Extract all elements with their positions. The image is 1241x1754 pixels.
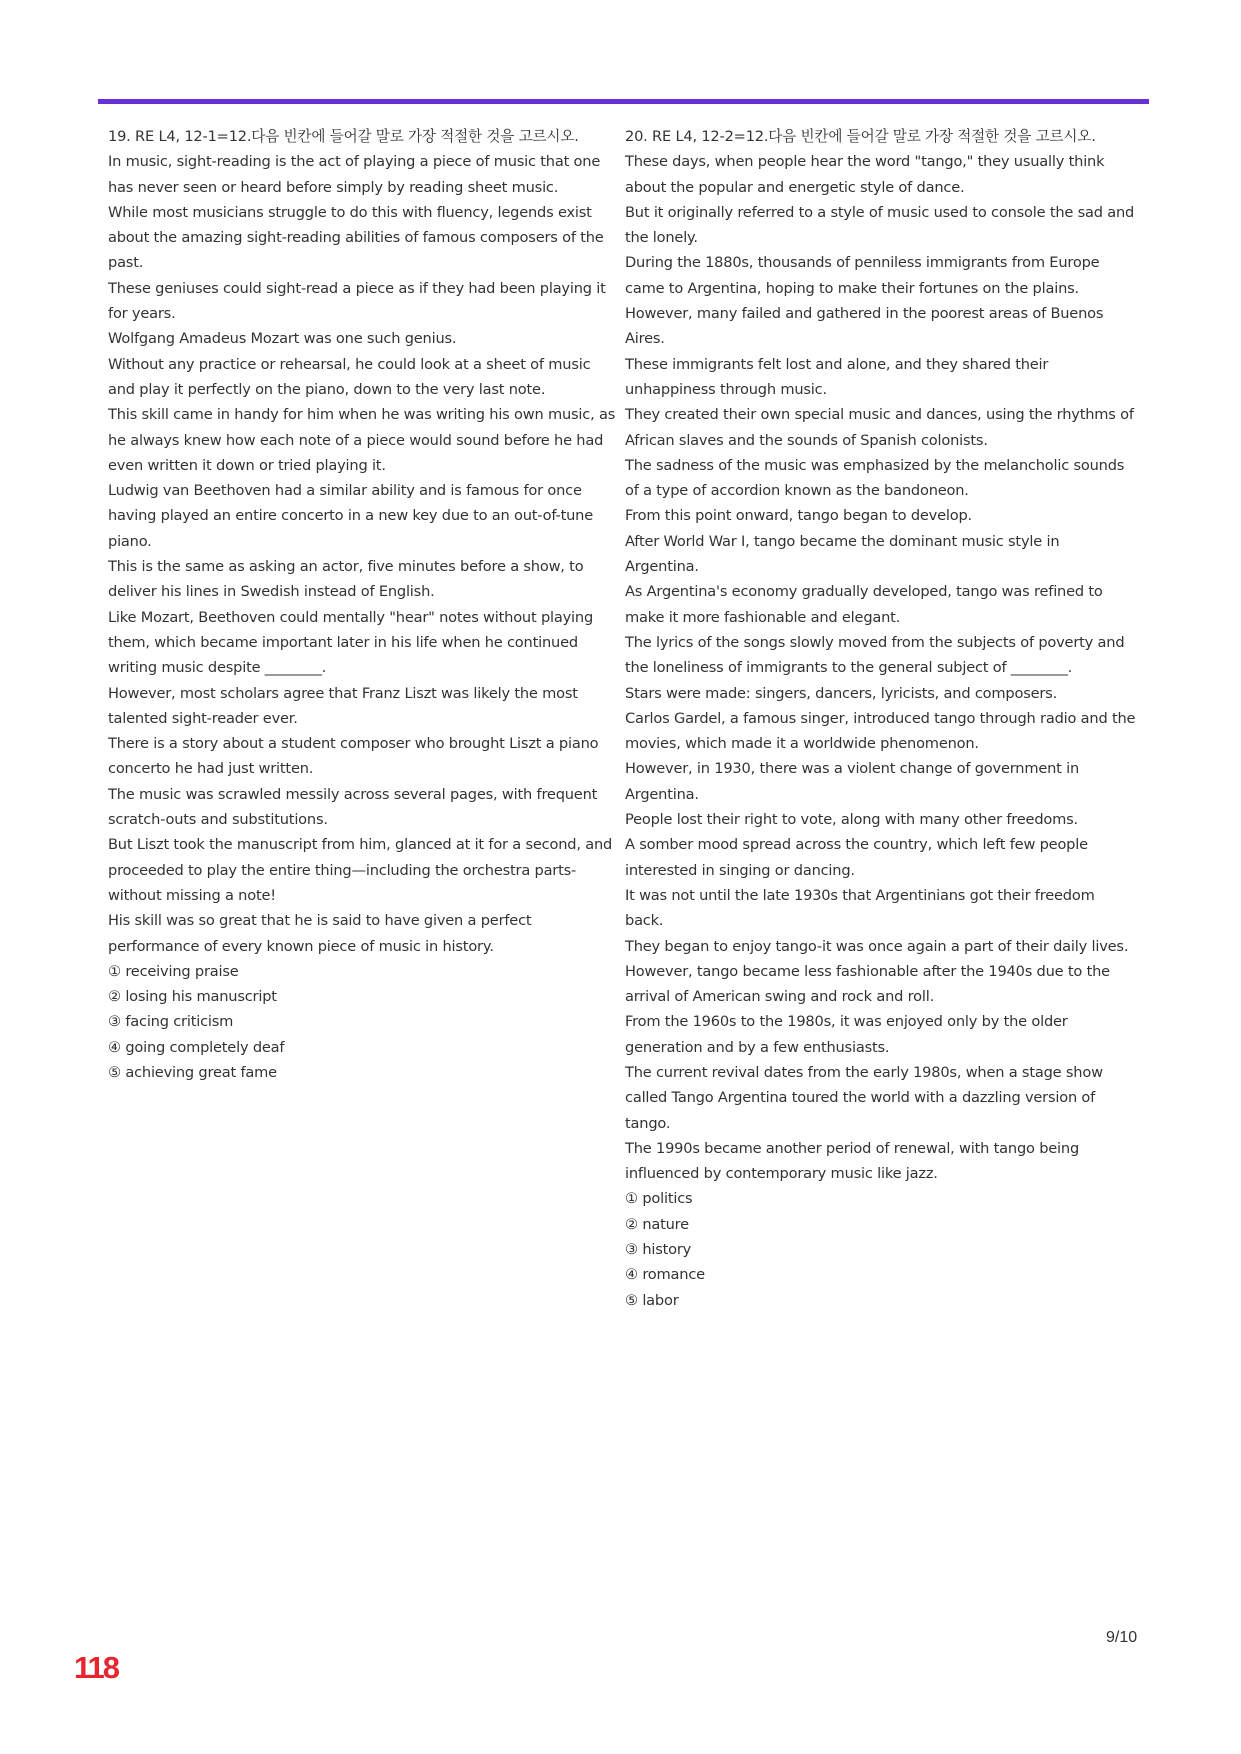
passage-line: Like Mozart, Beethoven could mentally "hear" notes without playing them, which became important later in his life when he continued writing music despite ________. <box>108 608 594 677</box>
question-header: 19. RE L4, 12-1=12.다음 빈칸에 들어갈 말로 가장 적절한 것을 고르시오. <box>108 128 579 145</box>
passage-line: But it originally referred to a style of music used to console the sad and the lonely. <box>625 203 1135 247</box>
passage-line: His skill was so great that he is said to have given a perfect performance of every known piece of music in history. <box>108 912 532 955</box>
choice-5: ⑤ labor <box>625 1291 679 1309</box>
passage-line: During the 1880s, thousands of penniless immigrants from Europe came to Argentina, hoping to make their fortunes on the plains. <box>625 254 1100 297</box>
passage-line: The sadness of the music was emphasized by the melancholic sounds of a type of accordion known as the bandoneon. <box>625 456 1125 500</box>
choice-2: ② nature <box>625 1215 689 1233</box>
passage-line: From the 1960s to the 1980s, it was enjoyed only by the older generation and by a few enthusiasts. <box>625 1013 1068 1056</box>
passage-line: From this point onward, tango began to develop. <box>625 507 972 525</box>
passage-line: However, most scholars agree that Franz Liszt was likely the most talented sight-reader ever. <box>108 684 578 727</box>
passage-line: After World War I, tango became the dominant music style in Argentina. <box>625 532 1060 576</box>
passage-line: Stars were made: singers, dancers, lyricists, and composers. <box>625 684 1058 702</box>
passage-line: However, tango became less fashionable after the 1940s due to the arrival of American swing and rock and roll. <box>625 962 1110 1006</box>
passage-line: In music, sight-reading is the act of playing a piece of music that one has never seen or heard before simply by reading sheet music. <box>108 153 601 196</box>
question-20 <box>625 124 1137 1313</box>
passage-line: The 1990s became another period of renewal, with tango being influenced by contemporary music like jazz. <box>625 1139 1080 1183</box>
passage-line: There is a story about a student composer who brought Liszt a piano concerto he had just written. <box>108 735 599 778</box>
passage-line: This is the same as asking an actor, five minutes before a show, to deliver his lines in Swedish instead of English. <box>108 558 584 601</box>
page-label: 118 <box>74 1650 119 1685</box>
passage-line: They created their own special music and dances, using the rhythms of African slaves and the sounds of Spanish colonists. <box>625 406 1134 449</box>
choice-1: ① receiving praise <box>108 962 239 980</box>
passage-line: It was not until the late 1930s that Argentinians got their freedom back. <box>625 886 1095 930</box>
choice-2: ② losing his manuscript <box>108 988 277 1006</box>
passage-line: The current revival dates from the early 1980s, when a stage show called Tango Argentina toured the world with a dazzling version of tango. <box>625 1063 1103 1132</box>
passage-line: The music was scrawled messily across several pages, with frequent scratch-outs and substitutions. <box>108 785 598 829</box>
choice-5: ⑤ achieving great fame <box>108 1063 277 1081</box>
passage-line: However, many failed and gathered in the poorest areas of Buenos Aires. <box>625 305 1104 348</box>
top-accent-rule <box>98 99 1149 104</box>
passage-line: These days, when people hear the word "tango," they usually think about the popular and energetic style of dance. <box>625 153 1105 196</box>
passage-line: Carlos Gardel, a famous singer, introduced tango through radio and the movies, which made it a worldwide phenomenon. <box>625 709 1136 753</box>
passage-line: People lost their right to vote, along with many other freedoms. <box>625 811 1078 829</box>
question-header: 20. RE L4, 12-2=12.다음 빈칸에 들어갈 말로 가장 적절한 것을 고르시오. <box>625 128 1096 145</box>
passage-line: These immigrants felt lost and alone, and they shared their unhappiness through music. <box>625 355 1049 398</box>
passage-line: As Argentina's economy gradually developed, tango was refined to make it more fashionable and elegant. <box>625 583 1103 626</box>
passage-line: A somber mood spread across the country, which left few people interested in singing or dancing. <box>625 836 1088 879</box>
passage-line: These geniuses could sight-read a piece as if they had been playing it for years. <box>108 279 606 323</box>
choice-4: ④ going completely deaf <box>108 1038 285 1056</box>
passage-line: This skill came in handy for him when he was writing his own music, as he always knew how each note of a piece would sound before he had even written it down or tried playing it. <box>108 406 616 474</box>
passage-line: But Liszt took the manuscript from him, glanced at it for a second, and proceeded to play the entire thing—including the orchestra parts-without missing a note! <box>108 836 613 904</box>
passage-line: Wolfgang Amadeus Mozart was one such genius. <box>108 330 457 348</box>
passage-line: The lyrics of the songs slowly moved from the subjects of poverty and the loneliness of immigrants to the general subject of ________. <box>625 633 1125 677</box>
passage-line: Without any practice or rehearsal, he could look at a sheet of music and play it perfectly on the piano, down to the very last note. <box>108 355 591 398</box>
choice-1: ① politics <box>625 1190 693 1208</box>
passage-line: They began to enjoy tango-it was once again a part of their daily lives. <box>625 937 1129 955</box>
choice-3: ③ facing criticism <box>108 1013 234 1031</box>
choice-3: ③ history <box>625 1241 692 1259</box>
page-indicator: 9/10 <box>1106 1629 1138 1646</box>
choice-4: ④ romance <box>625 1266 705 1284</box>
passage-line: However, in 1930, there was a violent change of government in Argentina. <box>625 760 1080 803</box>
passage-line: Ludwig van Beethoven had a similar ability and is famous for once having played an entire concerto in a new key due to an out-of-tune piano. <box>108 482 593 550</box>
passage-line: While most musicians struggle to do this with fluency, legends exist about the amazing sight-reading abilities of famous composers of the past. <box>108 203 604 272</box>
question-19 <box>108 124 620 1085</box>
